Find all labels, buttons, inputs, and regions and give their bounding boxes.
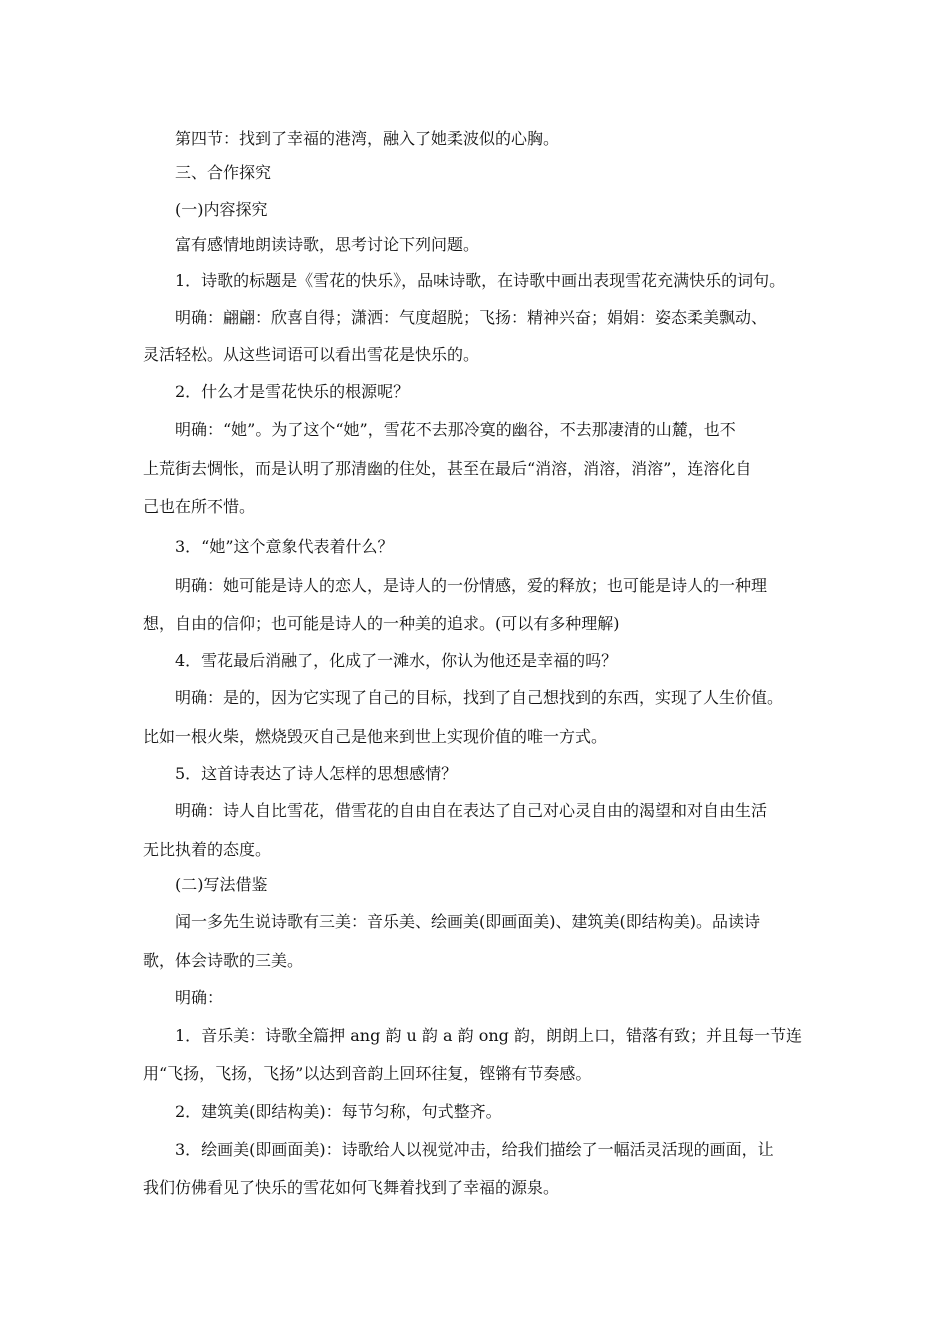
subsection-heading: (二)写法借鉴	[175, 875, 268, 894]
question-1: 1．诗歌的标题是《雪花的快乐》，品味诗歌，在诗歌中画出表现雪花充满快乐的词句。	[175, 271, 786, 290]
point-3: 3．绘画美(即画面美)：诗歌给人以视觉冲击，给我们描绘了一幅活灵活现的画面，让	[175, 1140, 774, 1159]
answer-4: 明确：是的，因为它实现了自己的目标，找到了自己想找到的东西，实现了人生价值。	[175, 688, 784, 707]
answer-5-cont: 无比执着的态度。	[143, 840, 272, 859]
answer-5: 明确：诗人自比雪花，借雪花的自由自在表达了自己对心灵自由的渴望和对自由生活	[175, 801, 768, 820]
answer-2: 明确：“她”。为了这个“她”，雪花不去那冷寞的幽谷，不去那凄清的山麓，也不	[175, 420, 736, 439]
question-5: 5．这首诗表达了诗人怎样的思想感情？	[175, 764, 458, 783]
point-2: 2．建筑美(即结构美)：每节匀称，句式整齐。	[175, 1102, 502, 1121]
answer-1-cont: 灵活轻松。从这些词语可以看出雪花是快乐的。	[143, 345, 480, 364]
section-heading: 三、合作探究	[175, 163, 272, 182]
answer-1: 明确：翩翩：欣喜自得；潇洒：气度超脱；飞扬：精神兴奋；娟娟：姿态柔美飘动、	[175, 308, 768, 327]
answer-3: 明确：她可能是诗人的恋人，是诗人的一份情感，爱的释放；也可能是诗人的一种理	[175, 576, 768, 595]
question-2: 2．什么才是雪花快乐的根源呢？	[175, 382, 410, 401]
text-line: 富有感情地朗读诗歌，思考讨论下列问题。	[175, 235, 480, 254]
subsection-heading: (一)内容探究	[175, 200, 268, 219]
text-line: 歌，体会诗歌的三美。	[143, 951, 304, 970]
answer-4-cont: 比如一根火柴，燃烧毁灭自己是他来到世上实现价值的唯一方式。	[143, 727, 608, 746]
point-1-cont: 用“飞扬，飞扬，飞扬”以达到音韵上回环往复，铿锵有节奏感。	[143, 1064, 592, 1083]
question-3: 3．“她”这个意象代表着什么？	[175, 537, 394, 556]
answer-3-cont: 想，自由的信仰；也可能是诗人的一种美的追求。(可以有多种理解)	[143, 614, 620, 633]
text-line: 明确：	[175, 988, 224, 1007]
answer-2-cont: 己也在所不惜。	[143, 497, 256, 516]
text-line: 闻一多先生说诗歌有三美：音乐美、绘画美(即画面美)、建筑美(即结构美)。品读诗	[175, 912, 760, 931]
text-line: 第四节：找到了幸福的港湾，融入了她柔波似的心胸。	[175, 129, 560, 148]
question-4: 4．雪花最后消融了，化成了一滩水，你认为他还是幸福的吗？	[175, 651, 618, 670]
answer-2-cont: 上荒街去惆怅，而是认明了那清幽的住处，甚至在最后“消溶，消溶，消溶”，连溶化自	[143, 459, 752, 478]
point-1: 1．音乐美：诗歌全篇押 ang 韵 u 韵 a 韵 ong 韵，朗朗上口，错落有致；并且每一节连	[175, 1026, 802, 1045]
point-3-cont: 我们仿佛看见了快乐的雪花如何飞舞着找到了幸福的源泉。	[143, 1178, 560, 1197]
